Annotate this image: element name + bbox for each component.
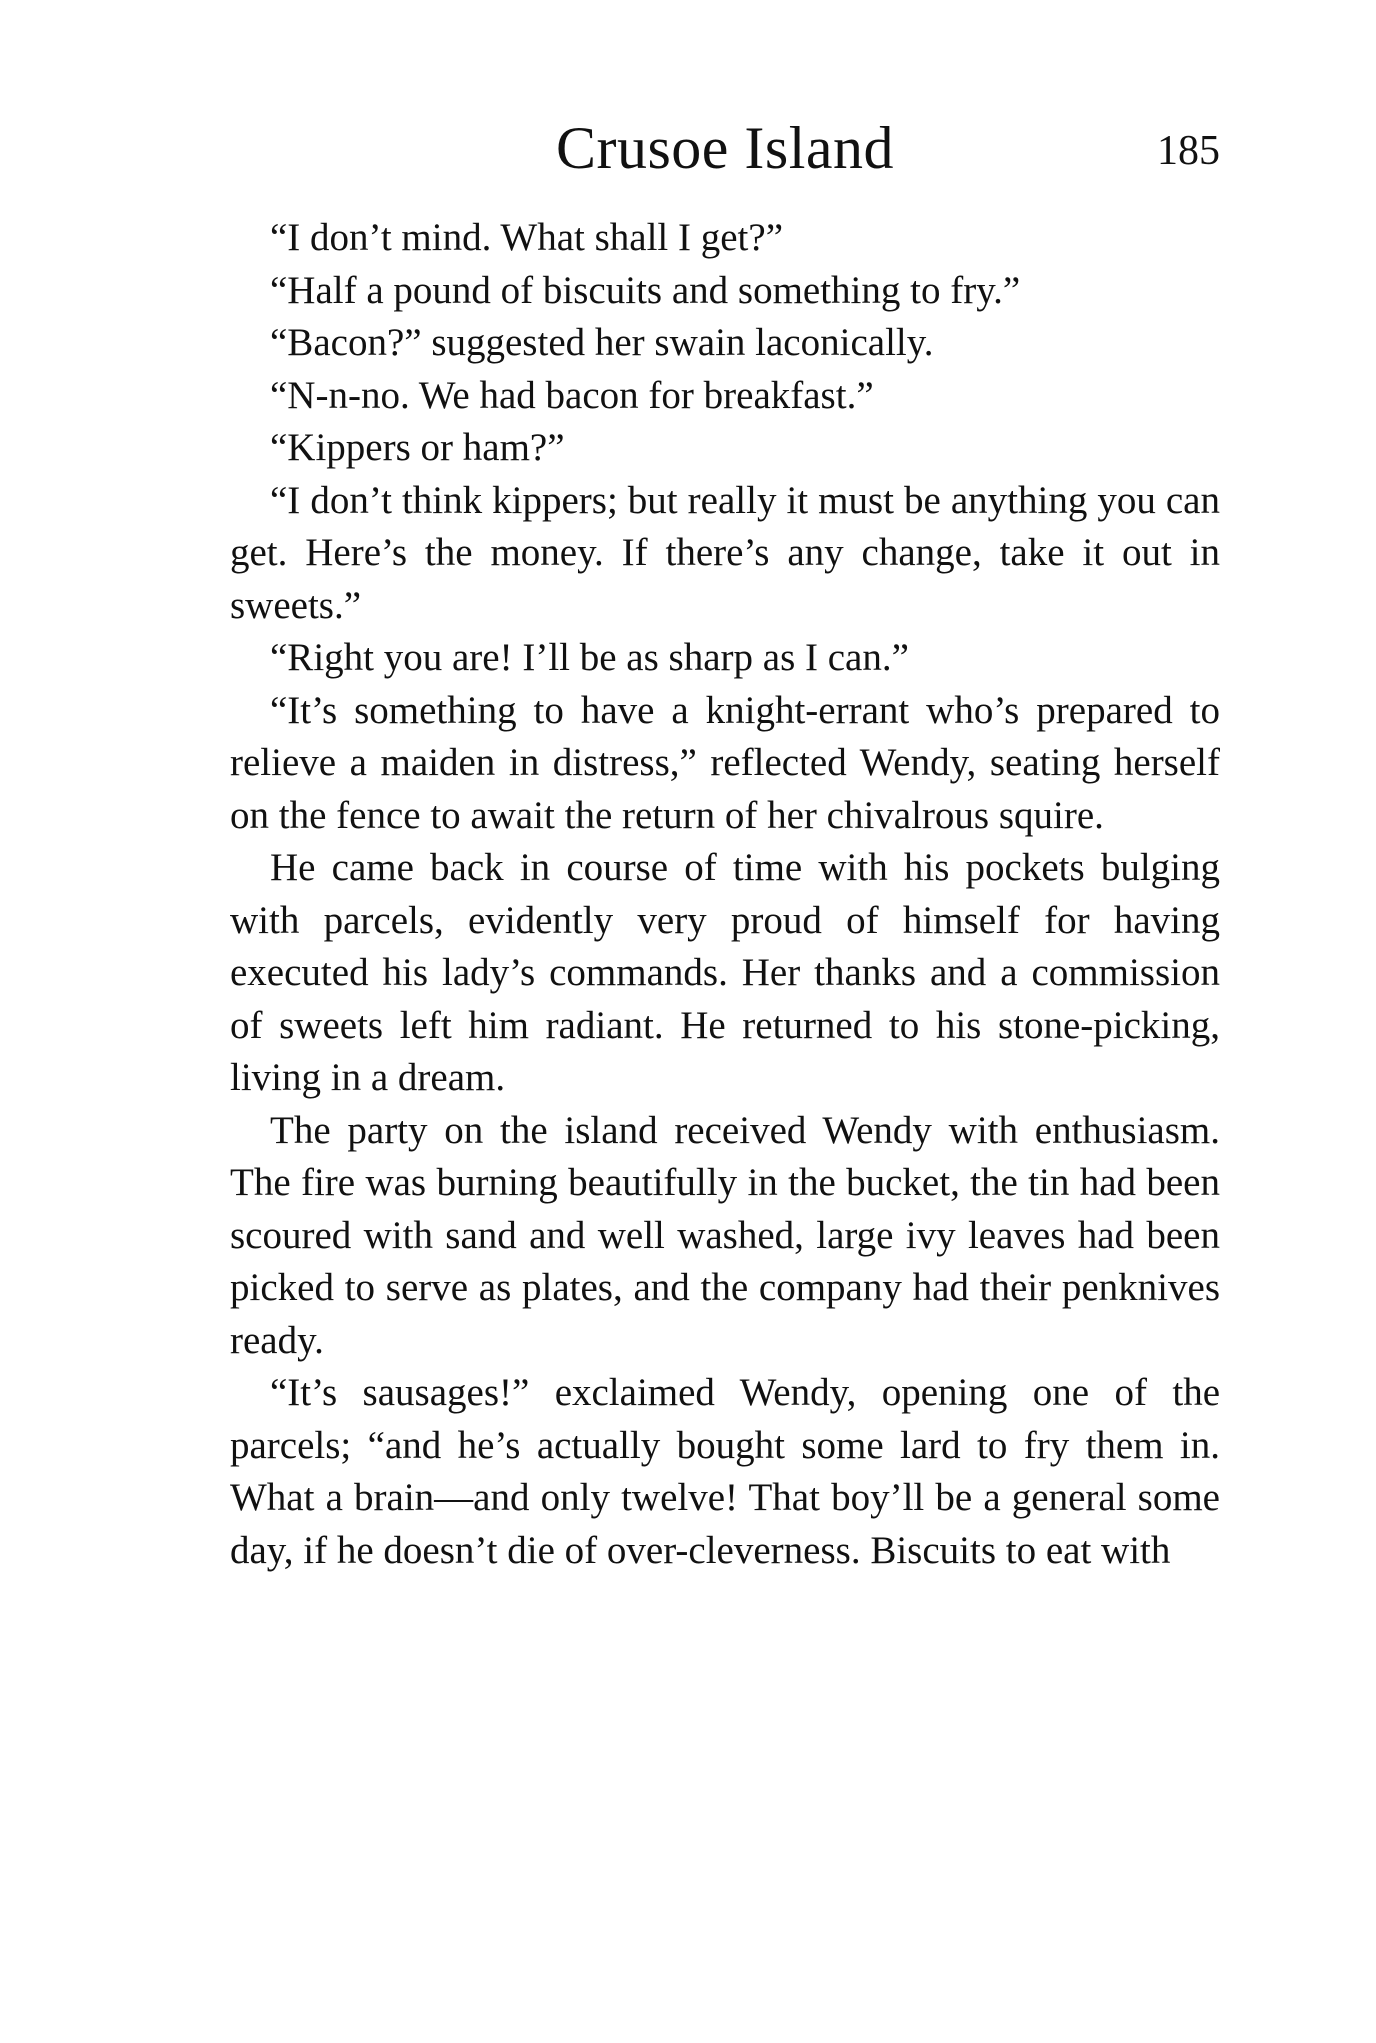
paragraph: “I don’t mind. What shall I get?” (270, 216, 783, 259)
page-number: 185 (1157, 128, 1220, 174)
running-title: Crusoe Island (555, 115, 895, 181)
body-text (230, 212, 1220, 1577)
running-head (230, 108, 1220, 188)
paragraph: He came back in course of time with his pockets bulging with parcels, evidently very proud of himself for having executed his lady’s commands. Her thanks and a commission of sweets left him radiant. He returned to his stone-picking, living in a dream. (230, 846, 1220, 1099)
paragraph: The party on the island received Wendy with enthusiasm. The fire was burning beautifully in the bucket, the tin had been scoured with sand and well washed, large ivy leaves had been picked to serve as plates, and the company had their penknives ready. (230, 1108, 1220, 1362)
paragraph: “Bacon?” suggested her swain laconically. (270, 321, 934, 364)
paragraph: “It’s something to have a knight-errant who’s prepared to relieve a maiden in distress,” reflected Wendy, seating herself on the fence to await the return of her chivalrous squire. (230, 688, 1220, 837)
paragraph: “I don’t think kippers; but really it must be anything you can get. Here’s the money. If there’s any change, take it out in sweets.” (230, 478, 1220, 627)
paragraph: “Right you are! I’ll be as sharp as I can.” (270, 636, 909, 679)
paragraph: “N-n-no. We had bacon for breakfast.” (270, 373, 874, 417)
paragraph: “It’s sausages!” exclaimed Wendy, opening one of the parcels; “and he’s actually bought some lard to fry them in. What a brain—and only twelve! That boy’ll be a general some day, if he doesn’t die of over-cleverness. Biscuits to eat with (230, 1371, 1220, 1572)
paragraph: “Half a pound of biscuits and something to fry.” (270, 268, 1021, 312)
paragraph: “Kippers or ham?” (270, 426, 565, 469)
